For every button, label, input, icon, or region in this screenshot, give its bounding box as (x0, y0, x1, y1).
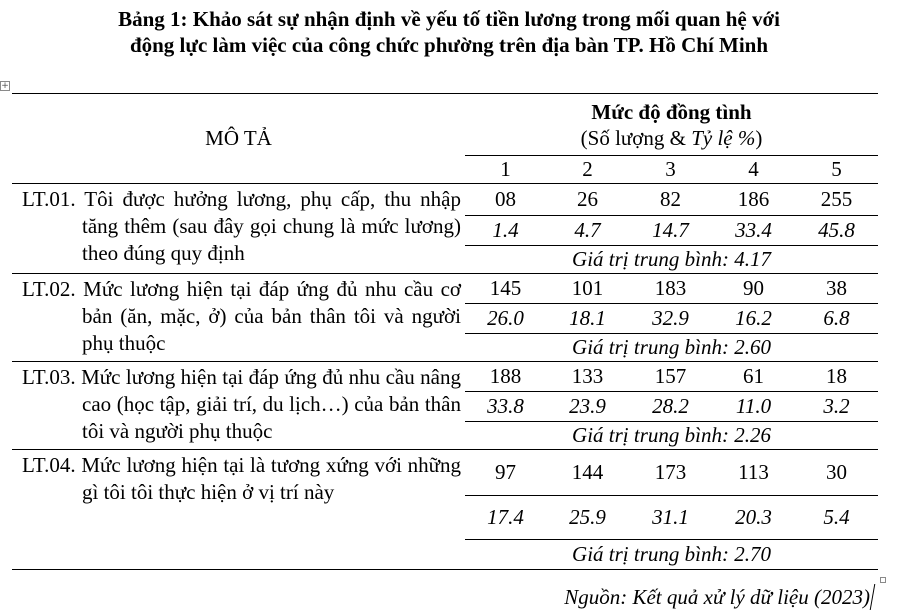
mean-value: Giá trị trung bình: 2.60 (465, 334, 878, 362)
document-title (0, 6, 898, 58)
source-note: Nguồn: Kết quả xử lý dữ liệu (2023) (564, 585, 870, 609)
row-description: LT.04. Mức lương hiện tại là tương xứng với những gì tôi tôi thực hiện ở vị trí này (12, 450, 465, 570)
percent-cell: 16.2 (712, 304, 795, 334)
percent-cell: 28.2 (629, 392, 712, 422)
mean-value: Giá trị trung bình: 4.17 (465, 246, 878, 274)
percent-cell: 26.0 (465, 304, 546, 334)
percent-cell: 1.4 (465, 216, 546, 246)
text-cursor (870, 584, 876, 610)
table-resize-icon[interactable] (880, 577, 886, 583)
row-description: LT.01. Tôi được hưởng lương, phụ cấp, thu nhập tăng thêm (sau đây gọi chung là mức lương) theo đúng quy định (12, 184, 465, 274)
percent-cell: 33.4 (712, 216, 795, 246)
count-cell: 38 (795, 274, 878, 304)
scale-level: 4 (712, 156, 795, 184)
mean-value: Giá trị trung bình: 2.70 (465, 540, 878, 570)
percent-cell: 3.2 (795, 392, 878, 422)
count-cell: 144 (546, 450, 629, 496)
mean-value: Giá trị trung bình: 2.26 (465, 422, 878, 450)
survey-table (12, 93, 878, 570)
percent-cell: 11.0 (712, 392, 795, 422)
title-line-2: động lực làm việc của công chức phường trên địa bàn TP. Hồ Chí Minh (129, 33, 769, 57)
percent-cell: 14.7 (629, 216, 712, 246)
row-description: LT.02. Mức lương hiện tại đáp ứng đủ nhu cầu cơ bản (ăn, mặc, ở) của bản thân tôi và người phụ thuộc (12, 274, 465, 362)
scale-level: 3 (629, 156, 712, 184)
scale-level: 2 (546, 156, 629, 184)
row-description: LT.03. Mức lương hiện tại đáp ứng đủ nhu cầu nâng cao (học tập, giải trí, du lịch…) của bản thân tôi và người phụ thuộc (12, 362, 465, 450)
count-cell: 113 (712, 450, 795, 496)
percent-cell: 20.3 (712, 496, 795, 540)
count-cell: 145 (465, 274, 546, 304)
count-cell: 26 (546, 184, 629, 216)
count-cell: 101 (546, 274, 629, 304)
count-cell: 133 (546, 362, 629, 392)
title-line-1: Bảng 1: Khảo sát sự nhận định về yếu tố tiền lương trong mối quan hệ với (118, 7, 780, 31)
count-cell: 30 (795, 450, 878, 496)
count-cell: 157 (629, 362, 712, 392)
percent-cell: 23.9 (546, 392, 629, 422)
count-cell: 61 (712, 362, 795, 392)
count-cell: 255 (795, 184, 878, 216)
count-cell: 183 (629, 274, 712, 304)
scale-level: 5 (795, 156, 878, 184)
percent-cell: 5.4 (795, 496, 878, 540)
percent-cell: 32.9 (629, 304, 712, 334)
count-cell: 90 (712, 274, 795, 304)
percent-cell: 33.8 (465, 392, 546, 422)
count-cell: 18 (795, 362, 878, 392)
count-cell: 173 (629, 450, 712, 496)
count-cell: 08 (465, 184, 546, 216)
table-move-icon[interactable]: + (1, 81, 9, 91)
percent-cell: 4.7 (546, 216, 629, 246)
percent-cell: 18.1 (546, 304, 629, 334)
count-cell: 188 (465, 362, 546, 392)
percent-cell: 31.1 (629, 496, 712, 540)
count-cell: 97 (465, 450, 546, 496)
count-cell: 82 (629, 184, 712, 216)
percent-cell: 6.8 (795, 304, 878, 334)
agreement-header-title: Mức độ đồng tình (591, 99, 752, 124)
agreement-header (465, 94, 878, 156)
scale-level: 1 (465, 156, 546, 184)
percent-cell: 25.9 (546, 496, 629, 540)
count-cell: 186 (712, 184, 795, 216)
percent-cell: 45.8 (795, 216, 878, 246)
percent-cell: 17.4 (465, 496, 546, 540)
agreement-header-subtitle: (Số lượng & Tỷ lệ %) (580, 125, 763, 150)
description-header: MÔ TẢ (12, 94, 465, 184)
